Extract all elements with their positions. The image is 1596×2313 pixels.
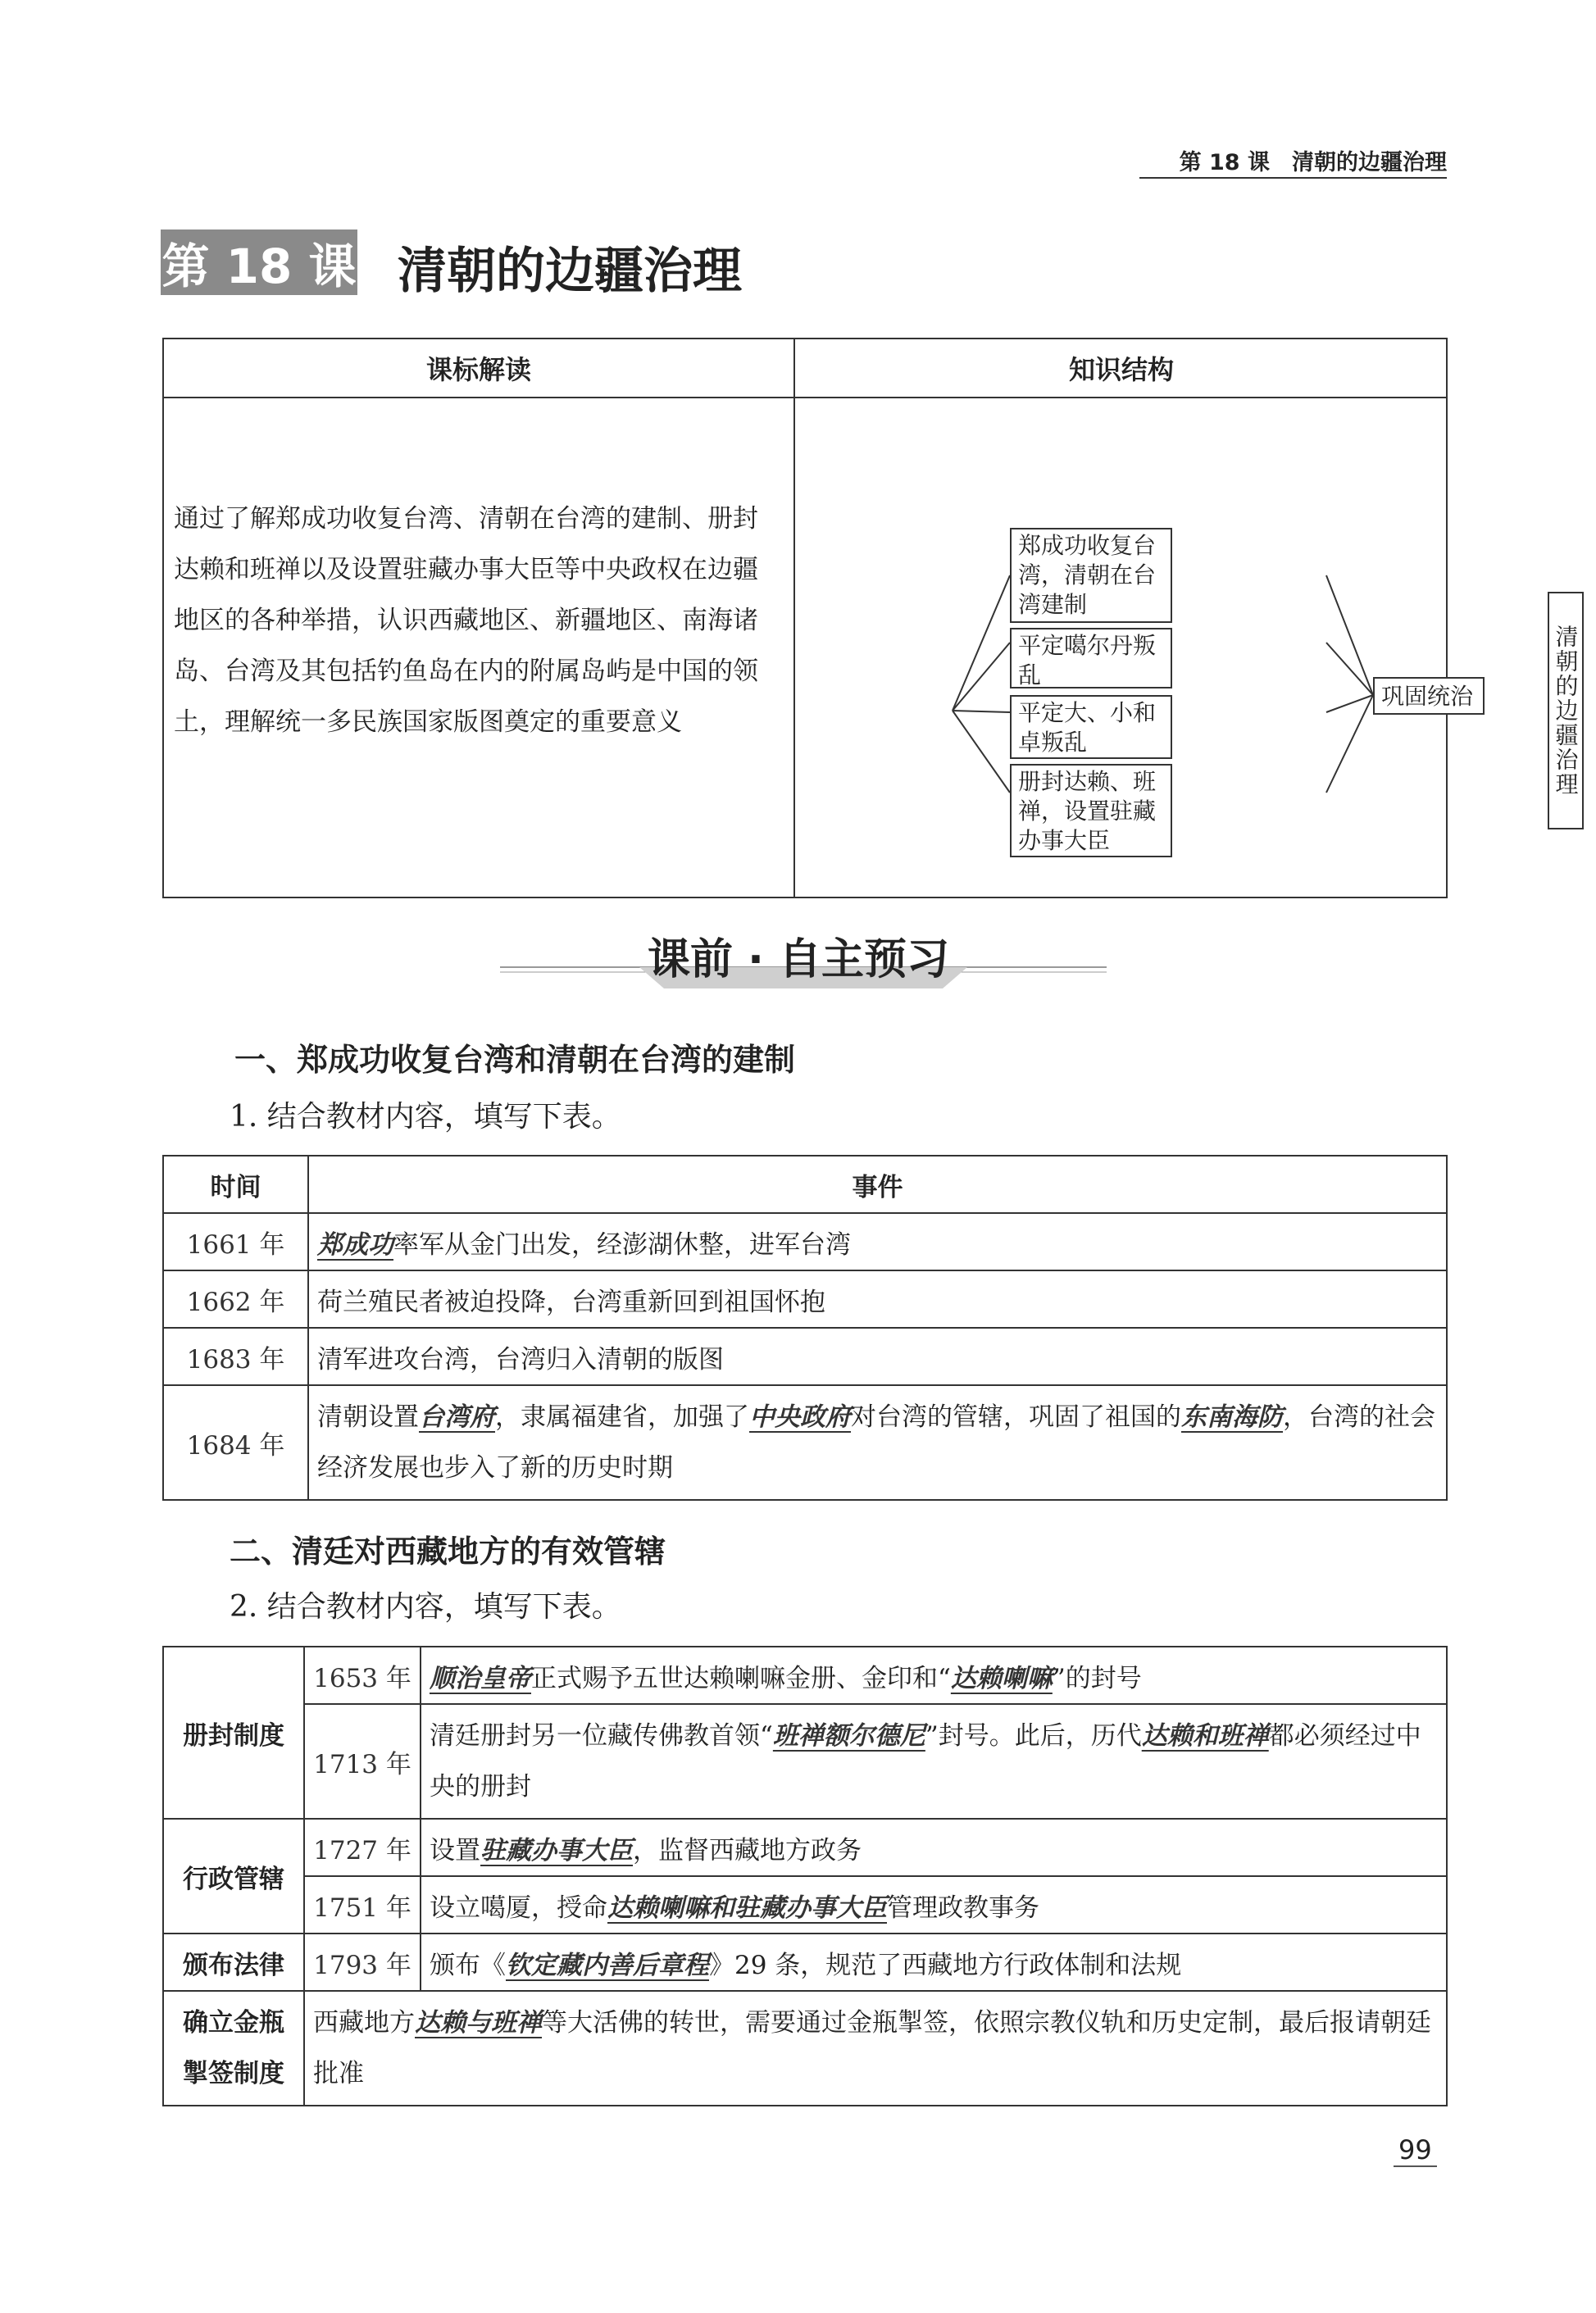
map-node-hezhuo: 平定大、小和卓叛乱 <box>1010 695 1172 759</box>
taiwan-table <box>162 1155 1448 1501</box>
event-column-header: 事件 <box>308 1156 1447 1213</box>
section-banner-title: 课前 · 自主预习 <box>648 935 949 984</box>
event-cell: 清朝设置台湾府，隶属福建省，加强了中央政府对台湾的管辖，巩固了祖国的东南海防，台湾的社会经济发展也步入了新的历史时期 <box>308 1385 1447 1500</box>
standard-header: 课标解读 <box>425 354 531 385</box>
table-row <box>163 1934 1447 1991</box>
lesson-title: 清朝的边疆治理 <box>398 243 742 300</box>
table-row <box>163 1991 1447 2106</box>
section2-instruction: 2. 结合教材内容，填写下表。 <box>230 1590 621 1624</box>
year-cell: 1713 年 <box>304 1704 421 1819</box>
knowledge-map <box>795 398 1580 898</box>
year-cell: 1661 年 <box>163 1213 308 1270</box>
answer-text: 东南海防 <box>1181 1402 1283 1432</box>
content-cell: 顺治皇帝正式赐予五世达赖喇嘛金册、金印和“达赖喇嘛”的封号 <box>421 1647 1447 1704</box>
table-row <box>163 1876 1447 1934</box>
section1-instruction: 1. 结合教材内容，填写下表。 <box>230 1100 621 1134</box>
year-cell: 1653 年 <box>304 1647 421 1704</box>
curriculum-standard-text: 通过了解郑成功收复台湾、清朝在台湾的建制、册封达赖和班禅以及设置驻藏办事大臣等中央政权在边疆地区的各种举措，认识西藏地区、新疆地区、南海诸岛、台湾及其包括钓鱼岛在内的附属岛屿是中国的领土，理解统一多民族国家版图奠定的重要意义 <box>174 504 758 737</box>
section1-heading: 一、郑成功收复台湾和清朝在台湾的建制 <box>234 1042 796 1078</box>
answer-text: 班禅额尔德尼 <box>772 1721 925 1751</box>
table-row <box>163 1213 1447 1270</box>
time-column-header: 时间 <box>163 1156 308 1213</box>
year-cell: 1684 年 <box>163 1385 308 1500</box>
answer-text: 达赖喇嘛和驻藏办事大臣 <box>607 1893 887 1923</box>
answer-text: 顺治皇帝 <box>430 1663 531 1693</box>
structure-header: 知识结构 <box>1068 354 1174 385</box>
content-cell: 设立噶厦，授命达赖喇嘛和驻藏办事大臣管理政教事务 <box>421 1876 1447 1934</box>
year-cell: 1793 年 <box>304 1934 421 1991</box>
answer-text: 达赖喇嘛 <box>950 1663 1053 1693</box>
category-cell: 确立金瓶 掣签制度 <box>163 1991 304 2106</box>
category-cell: 册封制度 <box>163 1647 304 1819</box>
table-row <box>163 1819 1447 1876</box>
map-root-node: 清朝的边疆治理 <box>1548 592 1584 829</box>
answer-text: 中央政府 <box>749 1402 851 1432</box>
answer-text: 驻藏办事大臣 <box>480 1835 633 1865</box>
table-row <box>163 1328 1447 1385</box>
year-cell: 1727 年 <box>304 1819 421 1876</box>
year-cell: 1683 年 <box>163 1328 308 1385</box>
table-row <box>163 1704 1447 1819</box>
content-cell: 设置驻藏办事大臣，监督西藏地方政务 <box>421 1819 1447 1876</box>
tibet-table <box>162 1646 1448 2106</box>
table-row <box>163 1270 1447 1328</box>
category-cell: 行政管辖 <box>163 1819 304 1934</box>
answer-text: 郑成功 <box>317 1229 393 1260</box>
overview-table <box>162 338 1580 898</box>
content-cell: 颁布《钦定藏内善后章程》29 条，规范了西藏地方行政体制和法规 <box>421 1934 1447 1991</box>
lesson-number-badge: 第 18 课 <box>161 229 357 295</box>
table-row <box>163 1647 1447 1704</box>
category-cell: 颁布法律 <box>163 1934 304 1991</box>
answer-text: 台湾府 <box>419 1402 495 1432</box>
event-cell: 荷兰殖民者被迫投降，台湾重新回到祖国怀抱 <box>308 1270 1447 1328</box>
page-number: 99 <box>1394 2134 1437 2167</box>
map-node-result: 巩固统治 <box>1373 677 1485 715</box>
content-cell: 清廷册封另一位藏传佛教首领“班禅额尔德尼”封号。此后，历代达赖和班禅都必须经过中央的册封 <box>421 1704 1447 1819</box>
content-cell: 西藏地方达赖与班禅等大活佛的转世，需要通过金瓶掣签，依照宗教仪轨和历史定制，最后报请朝廷批准 <box>304 1991 1447 2106</box>
answer-text: 钦定藏内善后章程 <box>506 1950 709 1980</box>
answer-text: 达赖与班禅 <box>415 2008 542 2038</box>
section2-heading: 二、清廷对西藏地方的有效管辖 <box>230 1534 666 1570</box>
table-row <box>163 1385 1447 1500</box>
running-header: 第 18 课 清朝的边疆治理 <box>1139 144 1447 179</box>
map-node-taiwan: 郑成功收复台湾，清朝在台湾建制 <box>1010 528 1172 623</box>
event-cell: 郑成功率军从金门出发，经澎湖休整，进军台湾 <box>308 1213 1447 1270</box>
map-node-galdan: 平定噶尔丹叛乱 <box>1010 628 1172 688</box>
map-node-tibet: 册封达赖、班禅，设置驻藏办事大臣 <box>1010 764 1172 857</box>
event-cell: 清军进攻台湾，台湾归入清朝的版图 <box>308 1328 1447 1385</box>
year-cell: 1662 年 <box>163 1270 308 1328</box>
year-cell: 1751 年 <box>304 1876 421 1934</box>
answer-text: 达赖和班禅 <box>1141 1721 1269 1751</box>
